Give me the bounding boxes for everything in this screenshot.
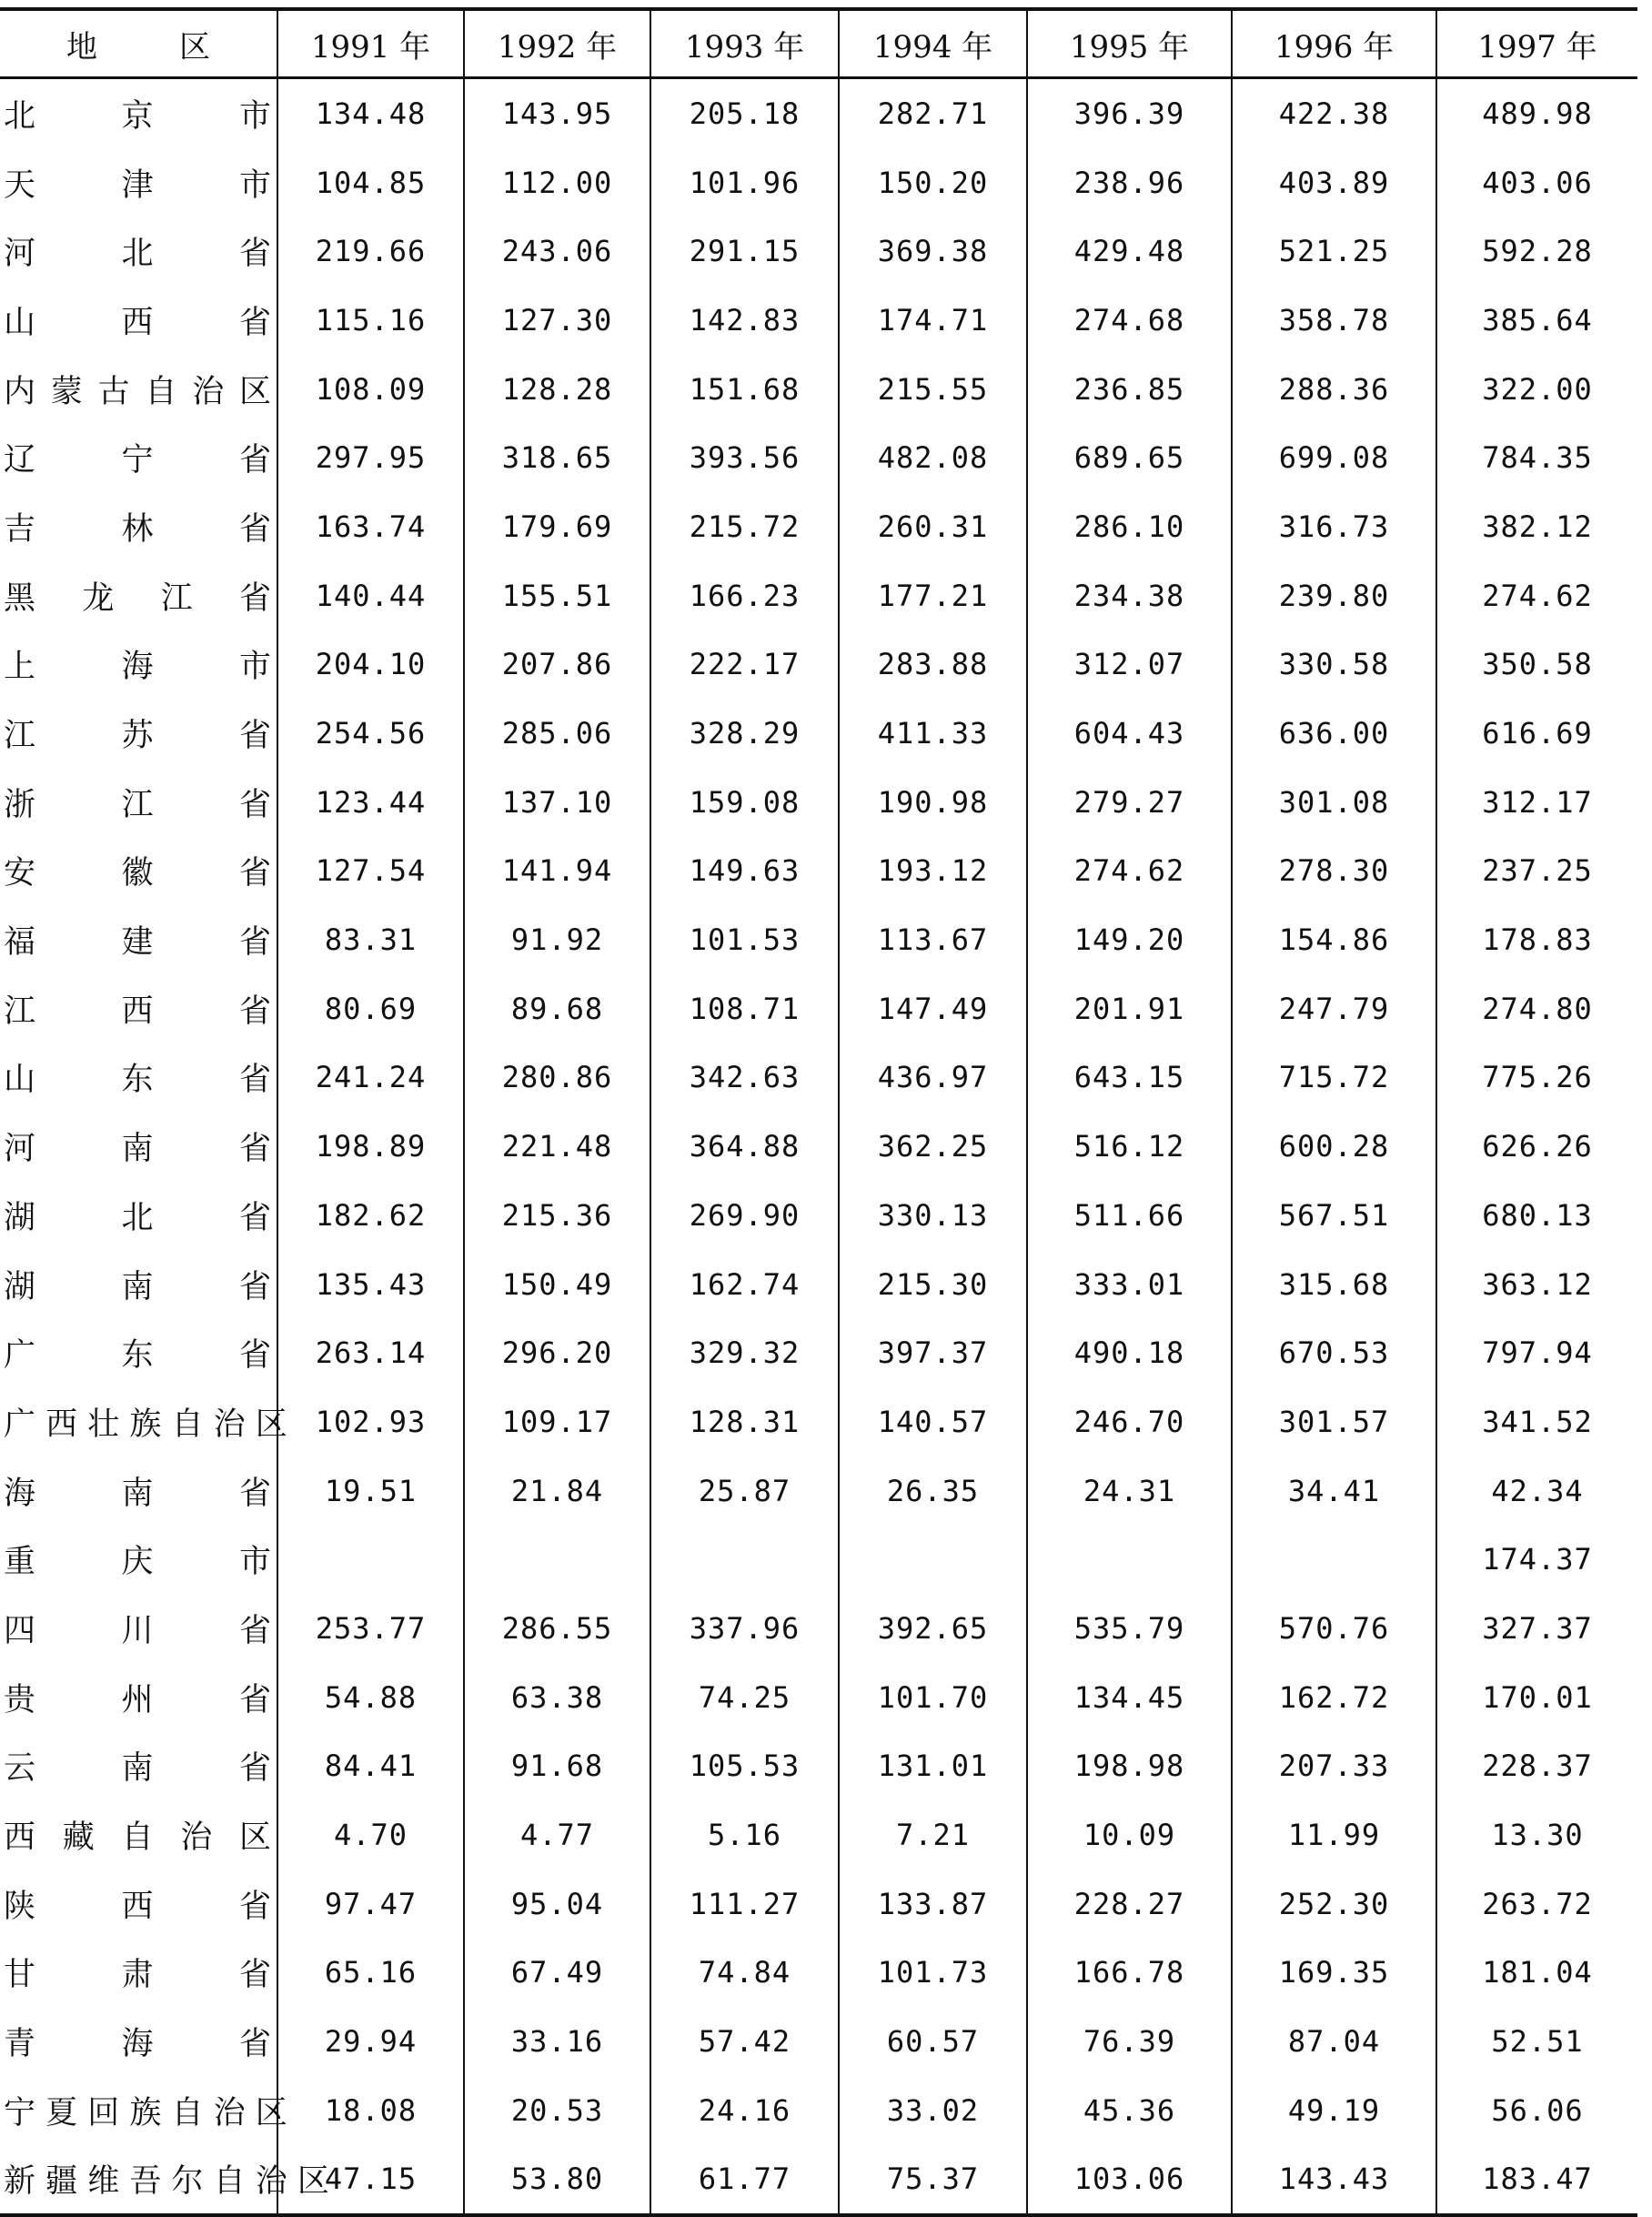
value-cell: 215.55	[839, 355, 1027, 424]
value-cell: 327.37	[1436, 1594, 1637, 1663]
value-cell: 205.18	[650, 78, 839, 148]
region-header-char-1: 地	[66, 28, 97, 66]
region-name-cell: 黑 龙 江 省	[4, 579, 271, 617]
region-name-cell: 上 海 市	[4, 649, 271, 686]
value-cell: 140.57	[839, 1387, 1027, 1456]
value-cell: 67.49	[464, 1939, 650, 2008]
value-cell: 333.01	[1027, 1250, 1232, 1319]
table-row	[0, 1663, 1637, 1732]
value-cell: 403.89	[1232, 148, 1436, 217]
value-cell: 56.06	[1436, 2076, 1637, 2145]
value-cell: 33.16	[464, 2007, 650, 2076]
region-name-cell: 辽 宁 省	[4, 442, 271, 479]
value-cell: 181.04	[1436, 1939, 1637, 2008]
table-row	[0, 630, 1637, 700]
table-row	[0, 1387, 1637, 1456]
value-cell: 19.51	[277, 1456, 464, 1526]
value-cell: 169.35	[1232, 1939, 1436, 2008]
value-cell: 150.20	[839, 148, 1027, 217]
value-cell: 174.71	[839, 286, 1027, 355]
value-cell: 228.37	[1436, 1732, 1637, 1801]
value-cell: 636.00	[1232, 699, 1436, 768]
value-cell: 288.36	[1232, 355, 1436, 424]
value-cell: 183.47	[1436, 2145, 1637, 2216]
year-header-1995: 1995 年	[1027, 9, 1232, 78]
value-cell: 604.43	[1027, 699, 1232, 768]
value-cell: 63.38	[464, 1663, 650, 1732]
region-name-cell: 广 东 省	[4, 1337, 271, 1375]
value-cell: 296.20	[464, 1318, 650, 1387]
value-cell: 215.36	[464, 1181, 650, 1250]
table-row	[0, 1181, 1637, 1250]
value-cell: 141.94	[464, 837, 650, 906]
table-row	[0, 1456, 1637, 1526]
value-cell: 775.26	[1436, 1043, 1637, 1113]
value-cell: 221.48	[464, 1112, 650, 1181]
header-row	[0, 9, 1637, 78]
year-header-1997: 1997 年	[1436, 9, 1637, 78]
value-cell: 643.15	[1027, 1043, 1232, 1113]
region-name-cell: 云 南 省	[4, 1750, 271, 1788]
value-cell: 178.83	[1436, 905, 1637, 974]
value-cell: 115.16	[277, 286, 464, 355]
year-header-1994: 1994 年	[839, 9, 1027, 78]
region-name-cell: 浙 江 省	[4, 786, 271, 823]
table-row	[0, 837, 1637, 906]
value-cell: 269.90	[650, 1181, 839, 1250]
value-cell: 18.08	[277, 2076, 464, 2145]
value-cell: 25.87	[650, 1456, 839, 1526]
value-cell: 11.99	[1232, 1800, 1436, 1869]
value-cell: 174.37	[1436, 1525, 1637, 1594]
value-cell: 33.02	[839, 2076, 1027, 2145]
table-row	[0, 1800, 1637, 1869]
value-cell: 80.69	[277, 974, 464, 1043]
table-header	[0, 9, 1637, 78]
value-cell: 411.33	[839, 699, 1027, 768]
value-cell: 396.39	[1027, 78, 1232, 148]
value-cell: 297.95	[277, 423, 464, 492]
value-cell: 291.15	[650, 217, 839, 286]
table-row	[0, 974, 1637, 1043]
value-cell: 13.30	[1436, 1800, 1637, 1869]
value-cell: 350.58	[1436, 630, 1637, 700]
region-name-cell: 海 南 省	[4, 1475, 271, 1512]
value-cell: 429.48	[1027, 217, 1232, 286]
value-cell: 241.24	[277, 1043, 464, 1113]
value-cell: 140.44	[277, 561, 464, 630]
value-cell: 482.08	[839, 423, 1027, 492]
value-cell: 20.53	[464, 2076, 650, 2145]
value-cell	[1027, 1525, 1232, 1594]
value-cell: 616.69	[1436, 699, 1637, 768]
value-cell: 127.54	[277, 837, 464, 906]
value-cell: 238.96	[1027, 148, 1232, 217]
value-cell: 10.09	[1027, 1800, 1232, 1869]
region-name-cell: 甘 肃 省	[4, 1957, 271, 1994]
value-cell: 155.51	[464, 561, 650, 630]
region-name-cell: 江 苏 省	[4, 718, 271, 755]
value-cell: 246.70	[1027, 1387, 1232, 1456]
region-name-cell: 河 南 省	[4, 1131, 271, 1168]
value-cell: 198.98	[1027, 1732, 1232, 1801]
value-cell: 101.70	[839, 1663, 1027, 1732]
value-cell: 215.30	[839, 1250, 1027, 1319]
region-name-cell: 西 藏 自 治 区	[4, 1819, 271, 1857]
value-cell: 113.67	[839, 905, 1027, 974]
value-cell: 198.89	[277, 1112, 464, 1181]
value-cell: 150.49	[464, 1250, 650, 1319]
value-cell: 239.80	[1232, 561, 1436, 630]
region-name-cell: 宁 夏 回 族 自 治 区	[4, 2094, 287, 2131]
value-cell: 149.63	[650, 837, 839, 906]
value-cell: 26.35	[839, 1456, 1027, 1526]
value-cell: 143.43	[1232, 2145, 1436, 2216]
value-cell: 190.98	[839, 768, 1027, 837]
region-name-cell: 河 北 省	[4, 236, 271, 273]
value-cell: 283.88	[839, 630, 1027, 700]
value-cell: 385.64	[1436, 286, 1637, 355]
value-cell: 61.77	[650, 2145, 839, 2216]
value-cell: 254.56	[277, 699, 464, 768]
value-cell: 274.68	[1027, 286, 1232, 355]
year-header-1991: 1991 年	[277, 9, 464, 78]
value-cell: 322.00	[1436, 355, 1637, 424]
value-cell: 111.27	[650, 1869, 839, 1939]
value-cell: 101.96	[650, 148, 839, 217]
region-name-cell: 内 蒙 古 自 治 区	[4, 373, 271, 410]
value-cell: 228.27	[1027, 1869, 1232, 1939]
value-cell: 45.36	[1027, 2076, 1232, 2145]
value-cell: 104.85	[277, 148, 464, 217]
value-cell: 108.71	[650, 974, 839, 1043]
value-cell: 101.53	[650, 905, 839, 974]
value-cell: 252.30	[1232, 1869, 1436, 1939]
value-cell: 279.27	[1027, 768, 1232, 837]
table-row	[0, 492, 1637, 561]
value-cell: 127.30	[464, 286, 650, 355]
table-row	[0, 1594, 1637, 1663]
table-row	[0, 1939, 1637, 2008]
table-row	[0, 1112, 1637, 1181]
value-cell: 301.08	[1232, 768, 1436, 837]
value-cell: 131.01	[839, 1732, 1027, 1801]
value-cell: 363.12	[1436, 1250, 1637, 1319]
region-name-cell: 吉 林 省	[4, 510, 271, 548]
value-cell: 76.39	[1027, 2007, 1232, 2076]
value-cell: 315.68	[1232, 1250, 1436, 1319]
table-row	[0, 699, 1637, 768]
value-cell: 166.23	[650, 561, 839, 630]
value-cell: 5.16	[650, 1800, 839, 1869]
table-row	[0, 1318, 1637, 1387]
value-cell	[1232, 1525, 1436, 1594]
value-cell: 128.28	[464, 355, 650, 424]
value-cell: 75.37	[839, 2145, 1027, 2216]
value-cell: 403.06	[1436, 148, 1637, 217]
value-cell: 330.13	[839, 1181, 1027, 1250]
value-cell: 207.86	[464, 630, 650, 700]
value-cell: 680.13	[1436, 1181, 1637, 1250]
statistics-table-page	[0, 7, 1637, 2217]
value-cell: 123.44	[277, 768, 464, 837]
value-cell: 362.25	[839, 1112, 1027, 1181]
table-row	[0, 768, 1637, 837]
value-cell: 137.10	[464, 768, 650, 837]
region-name-cell: 江 西 省	[4, 993, 271, 1030]
value-cell: 511.66	[1027, 1181, 1232, 1250]
regional-statistics-table	[0, 7, 1637, 2217]
table-row	[0, 561, 1637, 630]
value-cell: 151.68	[650, 355, 839, 424]
table-row	[0, 217, 1637, 286]
value-cell: 392.65	[839, 1594, 1027, 1663]
value-cell: 328.29	[650, 699, 839, 768]
region-header-char-2: 区	[179, 28, 210, 66]
value-cell: 53.80	[464, 2145, 650, 2216]
value-cell: 101.73	[839, 1939, 1027, 2008]
value-cell: 436.97	[839, 1043, 1027, 1113]
value-cell: 170.01	[1436, 1663, 1637, 1732]
value-cell: 364.88	[650, 1112, 839, 1181]
region-name-cell: 山 西 省	[4, 304, 271, 341]
table-row	[0, 78, 1637, 148]
value-cell: 237.25	[1436, 837, 1637, 906]
value-cell: 57.42	[650, 2007, 839, 2076]
value-cell: 797.94	[1436, 1318, 1637, 1387]
value-cell: 600.28	[1232, 1112, 1436, 1181]
value-cell: 689.65	[1027, 423, 1232, 492]
value-cell: 4.70	[277, 1800, 464, 1869]
value-cell	[464, 1525, 650, 1594]
region-name-cell: 四 川 省	[4, 1612, 271, 1649]
value-cell: 263.14	[277, 1318, 464, 1387]
region-name-cell: 青 海 省	[4, 2026, 271, 2063]
value-cell: 87.04	[1232, 2007, 1436, 2076]
region-name-cell: 湖 北 省	[4, 1199, 271, 1236]
table-row	[0, 2007, 1637, 2076]
value-cell: 21.84	[464, 1456, 650, 1526]
value-cell: 135.43	[277, 1250, 464, 1319]
value-cell: 162.74	[650, 1250, 839, 1319]
year-header-1992: 1992 年	[464, 9, 650, 78]
value-cell: 7.21	[839, 1800, 1027, 1869]
value-cell: 154.86	[1232, 905, 1436, 974]
table-row	[0, 2076, 1637, 2145]
table-row	[0, 148, 1637, 217]
value-cell: 4.77	[464, 1800, 650, 1869]
value-cell: 128.31	[650, 1387, 839, 1456]
value-cell: 204.10	[277, 630, 464, 700]
value-cell: 179.69	[464, 492, 650, 561]
value-cell: 329.32	[650, 1318, 839, 1387]
value-cell: 97.47	[277, 1869, 464, 1939]
value-cell: 108.09	[277, 355, 464, 424]
value-cell: 112.00	[464, 148, 650, 217]
value-cell: 715.72	[1232, 1043, 1436, 1113]
value-cell: 397.37	[839, 1318, 1027, 1387]
region-name-cell: 广 西 壮 族 自 治 区	[4, 1406, 287, 1443]
value-cell: 393.56	[650, 423, 839, 492]
value-cell: 166.78	[1027, 1939, 1232, 2008]
value-cell: 312.17	[1436, 768, 1637, 837]
value-cell: 337.96	[650, 1594, 839, 1663]
value-cell: 260.31	[839, 492, 1027, 561]
value-cell: 570.76	[1232, 1594, 1436, 1663]
value-cell: 626.26	[1436, 1112, 1637, 1181]
value-cell: 312.07	[1027, 630, 1232, 700]
value-cell: 201.91	[1027, 974, 1232, 1043]
value-cell: 784.35	[1436, 423, 1637, 492]
value-cell: 60.57	[839, 2007, 1027, 2076]
table-row	[0, 355, 1637, 424]
value-cell: 234.38	[1027, 561, 1232, 630]
region-name-cell: 福 建 省	[4, 924, 271, 962]
value-cell: 699.08	[1232, 423, 1436, 492]
value-cell: 516.12	[1027, 1112, 1232, 1181]
value-cell: 74.25	[650, 1663, 839, 1732]
region-name-cell: 安 徽 省	[4, 855, 271, 892]
value-cell: 105.53	[650, 1732, 839, 1801]
value-cell: 274.62	[1436, 561, 1637, 630]
table-row	[0, 1525, 1637, 1594]
value-cell: 143.95	[464, 78, 650, 148]
value-cell: 29.94	[277, 2007, 464, 2076]
value-cell: 24.31	[1027, 1456, 1232, 1526]
value-cell: 422.38	[1232, 78, 1436, 148]
value-cell: 222.17	[650, 630, 839, 700]
value-cell: 163.74	[277, 492, 464, 561]
region-name-cell: 山 东 省	[4, 1062, 271, 1099]
value-cell: 84.41	[277, 1732, 464, 1801]
table-row	[0, 1732, 1637, 1801]
value-cell: 219.66	[277, 217, 464, 286]
value-cell: 34.41	[1232, 1456, 1436, 1526]
value-cell: 342.63	[650, 1043, 839, 1113]
region-name-cell: 贵 州 省	[4, 1681, 271, 1718]
year-header-1996: 1996 年	[1232, 9, 1436, 78]
value-cell: 263.72	[1436, 1869, 1637, 1939]
value-cell: 330.58	[1232, 630, 1436, 700]
region-name-cell: 天 津 市	[4, 166, 271, 204]
value-cell: 316.73	[1232, 492, 1436, 561]
value-cell: 102.93	[277, 1387, 464, 1456]
region-name-cell: 陕 西 省	[4, 1888, 271, 1925]
value-cell: 341.52	[1436, 1387, 1637, 1456]
value-cell: 280.86	[464, 1043, 650, 1113]
value-cell: 253.77	[277, 1594, 464, 1663]
value-cell: 193.12	[839, 837, 1027, 906]
value-cell: 159.08	[650, 768, 839, 837]
value-cell: 282.71	[839, 78, 1027, 148]
region-name-cell: 重 庆 市	[4, 1544, 271, 1581]
table-row	[0, 423, 1637, 492]
value-cell: 567.51	[1232, 1181, 1436, 1250]
value-cell: 91.68	[464, 1732, 650, 1801]
value-cell: 42.34	[1436, 1456, 1637, 1526]
value-cell: 54.88	[277, 1663, 464, 1732]
value-cell: 182.62	[277, 1181, 464, 1250]
value-cell: 278.30	[1232, 837, 1436, 906]
year-header-1993: 1993 年	[650, 9, 839, 78]
value-cell: 490.18	[1027, 1318, 1232, 1387]
value-cell: 592.28	[1436, 217, 1637, 286]
value-cell: 274.62	[1027, 837, 1232, 906]
value-cell: 134.48	[277, 78, 464, 148]
table-row	[0, 905, 1637, 974]
value-cell: 670.53	[1232, 1318, 1436, 1387]
value-cell	[650, 1525, 839, 1594]
value-cell: 83.31	[277, 905, 464, 974]
value-cell: 65.16	[277, 1939, 464, 2008]
value-cell: 382.12	[1436, 492, 1637, 561]
value-cell: 489.98	[1436, 78, 1637, 148]
value-cell: 243.06	[464, 217, 650, 286]
value-cell: 236.85	[1027, 355, 1232, 424]
value-cell: 142.83	[650, 286, 839, 355]
value-cell: 301.57	[1232, 1387, 1436, 1456]
value-cell: 215.72	[650, 492, 839, 561]
value-cell: 103.06	[1027, 2145, 1232, 2216]
value-cell: 52.51	[1436, 2007, 1637, 2076]
value-cell: 285.06	[464, 699, 650, 768]
region-name-cell: 北 京 市	[4, 97, 271, 135]
value-cell: 177.21	[839, 561, 1027, 630]
table-row	[0, 1043, 1637, 1113]
value-cell: 521.25	[1232, 217, 1436, 286]
value-cell: 247.79	[1232, 974, 1436, 1043]
value-cell: 89.68	[464, 974, 650, 1043]
value-cell: 358.78	[1232, 286, 1436, 355]
value-cell: 74.84	[650, 1939, 839, 2008]
table-body	[0, 78, 1637, 2216]
value-cell: 49.19	[1232, 2076, 1436, 2145]
table-row	[0, 1250, 1637, 1319]
value-cell	[277, 1525, 464, 1594]
value-cell: 369.38	[839, 217, 1027, 286]
value-cell: 91.92	[464, 905, 650, 974]
value-cell: 274.80	[1436, 974, 1637, 1043]
table-row	[0, 2145, 1637, 2216]
region-name-cell: 湖 南 省	[4, 1268, 271, 1305]
region-name-cell: 新 疆 维 吾 尔 自 治 区	[0, 2145, 277, 2216]
value-cell: 149.20	[1027, 905, 1232, 974]
value-cell: 147.49	[839, 974, 1027, 1043]
value-cell: 286.55	[464, 1594, 650, 1663]
table-row	[0, 286, 1637, 355]
value-cell: 133.87	[839, 1869, 1027, 1939]
value-cell: 535.79	[1027, 1594, 1232, 1663]
value-cell: 286.10	[1027, 492, 1232, 561]
value-cell: 162.72	[1232, 1663, 1436, 1732]
value-cell: 318.65	[464, 423, 650, 492]
value-cell: 47.15	[277, 2145, 464, 2216]
value-cell	[839, 1525, 1027, 1594]
value-cell: 95.04	[464, 1869, 650, 1939]
value-cell: 109.17	[464, 1387, 650, 1456]
table-row	[0, 1869, 1637, 1939]
value-cell: 24.16	[650, 2076, 839, 2145]
region-column-header	[0, 9, 277, 78]
value-cell: 207.33	[1232, 1732, 1436, 1801]
value-cell: 134.45	[1027, 1663, 1232, 1732]
